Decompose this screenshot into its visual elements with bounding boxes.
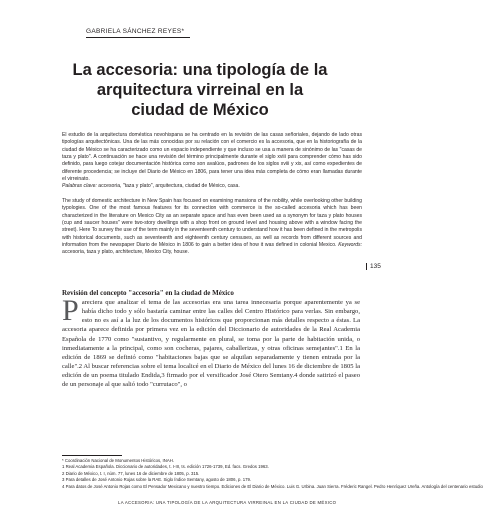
abstract-spanish-text: El estudio de la arquitectura doméstica novohispana se ha centrado en la revisión de las casas señoriales, dejando de lado otras tipologías arquitectónicas. Una de las más conocidas por su relación con el comercio es la accesoria, que en la historiografía de la ciudad de México se ha caracterizado como un espacio independiente y que incluso se usa a manera de sinónimo de las "casas de taza y plato". A continuación se hace una revisión del término principalmente durante el siglo xviii para comprender cómo has sido definido, para luego cotejar documentación histórica como son avalúos, padrones de los siglos xviii y xix, así como expedientes de diferente procedencia; se incluye del Diario de México en 1806, para tener una idea más completa de cómo eran llamadas durante el virreinato.	[62, 132, 362, 183]
keywords-english-label: Keywords:	[338, 242, 362, 249]
footnote: 4 Para datos de José Antonio Rojas como El Pensador Mexicano y nuestro tiempo. Ediciones de El Diario de México. Luis G. Urbina. Juan Sierra. Fréderic Rangel. Pedro Henríquez Ureña. Antología del centenario estudio	[62, 483, 483, 489]
author-name: GABRIELA SÁNCHEZ REYES*	[86, 28, 190, 38]
body-text: areciera que analizar el tema de las accesorias era una tarea innecesaria porque aparentemente ya se había dicho todo y sólo bastaría caminar entre las calles del Centro Histórico para verlas. Sin embargo, esto no es así a la luz de los documentos históricos que proporcionan más detalles respecto a éstas. La accesoria aparece definida por primera vez en la edición del Diccionario de autoridades de la Real Academia Española de 1770 como "sustantivo, y regularmente en plural, se toma por la parte de habitación unida, o inmediatamente a la principal, como son cocheras, pajares, caballerizas, y otras oficinas semejantes".1 En la edición de 1869 se definió como "habitaciones bajas que se alquilan separadamente y tienen entrada por la calle".2 Al buscar referencias sobre el tema localicé en el Diario de México del lunes 16 de diciembre de 1805 la edición de un poema titulado Endida,3 firmado por el versificador José Otero Semtany.4 donde satirizó el paseo de un personaje al que salió todo "currutaco", o	[62, 299, 360, 389]
abstract-english-text: The study of domestic architecture in New Spain has focused on examining mansions of the nobility, while overlooking other building typologies. One of the most famous features for its connection with commerce is the so-called accesoria which has been characterized in the literature on Mexico City as an separate space and has even been used as a synonym for taza y plato houses (cup and saucer houses" were two-story dwellings with a shop front on ground level and housing above with a window facing the street). Here To survey the use of the term mainly in the seventeenth century to understand how it has been defined in the metropolis with historical documents, such as seventeenth and eighteenth century censuses, as well as records from different sources and information from the newspaper Diario de México in 1806 to gain a better idea of how it was defined in colonial Mexico.	[62, 198, 362, 249]
drop-cap: P	[62, 294, 79, 327]
body-paragraph	[62, 294, 360, 390]
keywords-spanish-label: Palabras clave:	[62, 183, 97, 190]
section-heading: Revisión del concepto "accesoria" en la ciudad de México	[62, 289, 234, 297]
footnote-divider	[62, 455, 122, 456]
keywords-spanish: accesoria, "taza y plato", arquitectura, ciudad de México, casa.	[98, 183, 240, 190]
abstract-english	[62, 198, 362, 257]
article-title: La accesoria: una tipología de la arquitectura virreinal en la ciudad de México	[72, 61, 328, 119]
footnote: 3 Para detalles de José Antonio Rojas sobre la RAE. Siglo Índice Semtany, agosto de 1806, p. 179.	[62, 477, 252, 483]
running-footer: LA ACCESORIA: UNA TIPOLOGÍA DE LA ARQUITECTURA VIRREINAL EN LA CIUDAD DE MÉXICO	[118, 500, 337, 505]
page-number: 135	[366, 263, 381, 270]
abstract-spanish	[62, 132, 362, 191]
keywords-english: accesoria, taza y plato, architecture, Mexico City, house.	[62, 249, 190, 256]
footnote: 2 Diario de México, t. I, núm. 77, lunes 16 de diciembre de 1805, p. 315.	[62, 470, 200, 476]
footnotes	[62, 458, 483, 490]
footnote: * Coordinación Nacional de Monumentos Históricos, INAH.	[62, 458, 175, 463]
footnote: 1 Real Academia Española. Diccionario de autoridades, t. I-III, ts. edición 1726-1739, Ed. facs. Gredos 1963.	[62, 464, 269, 470]
